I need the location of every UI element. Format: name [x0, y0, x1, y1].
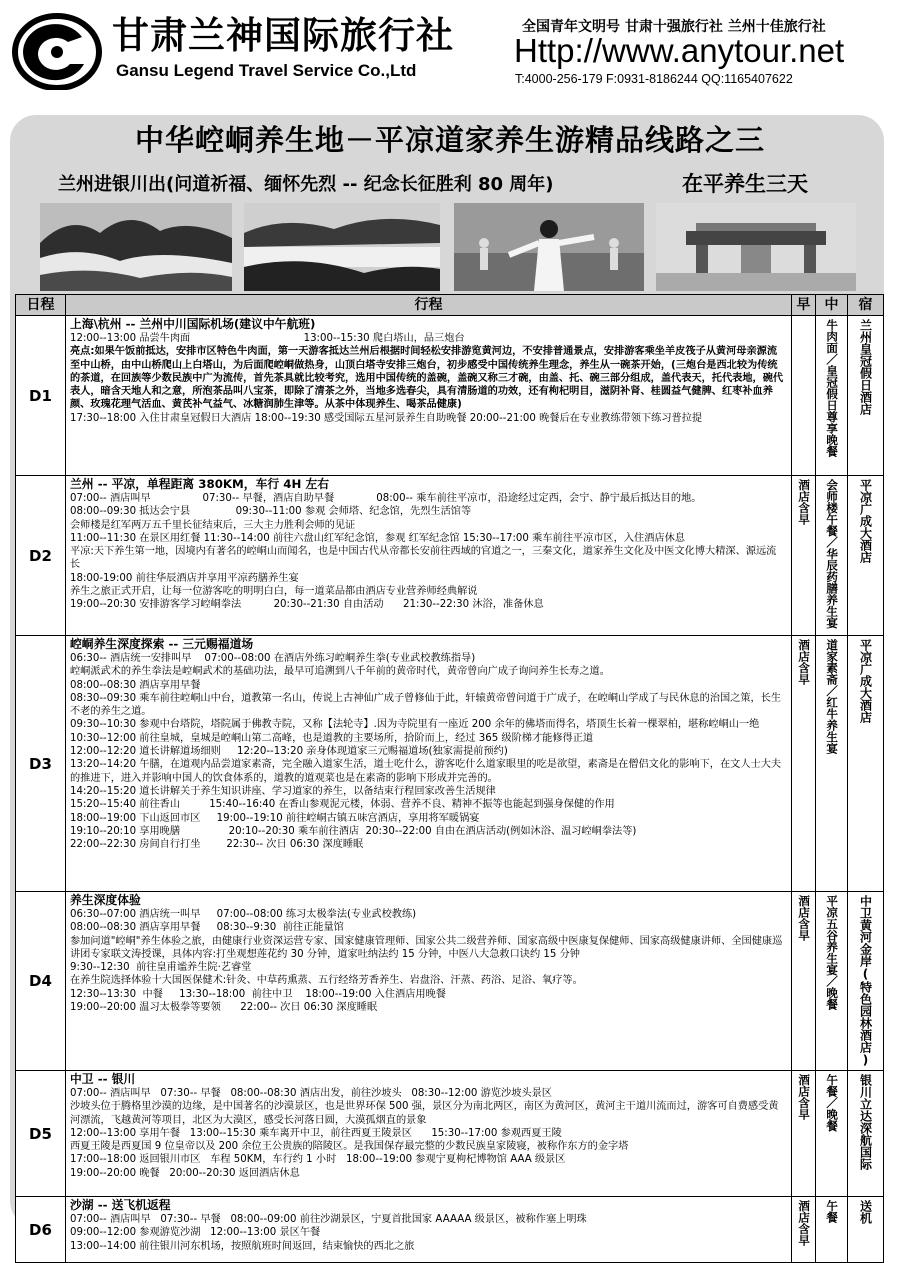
itinerary-line: 18:00--19:00 下山返回市区 19:00--19:10 前往崆峒古镇五味宫酒店，享用将军暖锅宴	[70, 812, 480, 824]
itinerary-line: 09:30--10:30 参观中台塔院，塔院属于佛教寺院，又称【法轮寺】.因为寺院里有一座近 200 余年的佛塔而得名，塔顶生长着一棵翠柏，堪称崆峒山一绝	[70, 719, 760, 731]
itinerary-line: 10:30--12:00 前往皇城，皇城是崆峒山第二高峰，也是道教的主要场所，拾阶而上，经过 365 级阶梯才能修得正道	[70, 732, 594, 744]
itinerary-line: 08:00--08:30 酒店享用早餐 08:30--9:30 前往正能量馆	[70, 922, 344, 934]
breakfast-cell	[792, 1071, 816, 1197]
photo-temple-gate	[656, 203, 856, 291]
day-route-title: 兰州 -- 平凉，单程距离 380KM，车行 4H 左右	[70, 477, 330, 491]
hotel-cell	[848, 1071, 884, 1197]
hotel-cell	[848, 476, 884, 636]
itinerary-cell	[66, 476, 792, 636]
col-header-lunch: 中	[816, 295, 848, 316]
itinerary-line: 在养生院选择体验十大国医保健术:针灸、中草药熏蒸、五行经络芳香养生、岩盘浴、汗蒸、药浴、足浴、氧疗等。	[70, 975, 583, 987]
itinerary-line: 11:00--11:30 在景区用红餐 11:30--14:00 前往六盘山红军纪念馆，参观 红军纪念馆 15:30--17:00 乘车前往平凉市区，入住酒店休息	[70, 532, 685, 544]
itinerary-line: 17:30--18:00 入住甘肃皇冠假日大酒店 18:00--19:30 感受国际五星河景养生自助晚餐 20:00--21:00 晚餐后在专业教练带领下练习普拉提	[70, 412, 703, 424]
col-header-day: 日程	[16, 295, 66, 316]
itinerary-line: 12:00--13:00 享用午餐 13:00--15:30 乘车离开中卫，前往西夏王陵景区 15:30--17:00 参观西夏王陵	[70, 1127, 562, 1139]
itinerary-line: 15:20--15:40 前往香山 15:40--16:40 在香山参观泥元楼，体弱、营养不良、精神不振等也能起到强身保健的作用	[70, 799, 615, 811]
lunch-cell	[816, 636, 848, 892]
page-title: 中华崆峒养生地－平凉道家养生游精品线路之三	[134, 123, 765, 157]
header	[0, 0, 900, 102]
lunch-value: 会师楼午餐／华辰药膳养生宴	[825, 479, 840, 629]
itinerary-line: 参加问道"崆峒"养生体验之旅，由健康行业资深运营专家、国家健康管理师、国家公共二级营养师、国家高级中医康复保健师、国家高级健康讲师、全国健康巡讲团专家联文涛授课，具体内容:打坐观想莲花约 30 分钟，道家吐纳法约 15 分钟，中医八大急救口诀约 15 分钟	[70, 935, 783, 960]
breakfast-value: 酒店含早	[797, 639, 812, 685]
breakfast-cell	[792, 316, 816, 476]
breakfast-value: 酒店含早	[797, 479, 812, 525]
itinerary-cell	[66, 316, 792, 476]
day-label: D2	[16, 476, 66, 636]
itinerary-line: 07:00-- 酒店叫早 07:30-- 早餐 08:00--09:00 前往沙湖景区，宁夏首批国家 AAAAA 级景区，被称作塞上明珠	[70, 1214, 587, 1225]
table-row	[16, 636, 884, 892]
hotel-value: 平凉广成大酒店	[858, 639, 873, 723]
itinerary-line: 崆峒派武术的养生拳法是崆峒武术的基础功法，最早可追溯到八千年前的黄帝时代，黄帝曾向广成子询问养生长寿之道。	[70, 666, 610, 678]
breakfast-value: 酒店含早	[797, 895, 812, 941]
day-route-title: 沙湖 -- 送飞机返程	[70, 1198, 171, 1212]
lunch-cell	[816, 316, 848, 476]
table-row	[16, 892, 884, 1071]
itinerary-line: 会师楼是红军两万五千里长征结束后，三大主力胜利会师的见证	[70, 519, 356, 531]
company-name-cn: 甘肃兰神国际旅行社	[112, 14, 454, 57]
breakfast-cell	[792, 892, 816, 1071]
itinerary-line: 12:00--13:00 品尝牛肉面 13:00--15:30 爬白塔山，品三炮台	[70, 333, 465, 344]
table-row	[16, 1071, 884, 1197]
itinerary-cell	[66, 1071, 792, 1197]
itinerary-line: 西夏王陵是西夏国 9 位皇帝以及 200 余位王公贵族的陪陵区。是我国保存最完整的少数民族皇家陵寝，被称作东方的金字塔	[70, 1141, 629, 1153]
day-label: D6	[16, 1197, 66, 1263]
hotel-value: 银川立达深航国际	[858, 1074, 873, 1170]
hotel-value: 兰州皇冠假日酒店	[858, 319, 873, 415]
lunch-value: 午餐	[825, 1200, 840, 1223]
day-route-title: 崆峒养生深度探索 -- 三元赐福道场	[70, 637, 254, 651]
company-name-en: Gansu Legend Travel Service Co.,Ltd	[116, 61, 417, 80]
itinerary-line: 12:00--12:20 道长讲解道场细则 12:20--13:20 亲身体现道家三元赐福道场(独家需提前预约)	[70, 746, 508, 758]
website-link[interactable]: Http://www.anytour.net	[514, 32, 845, 69]
itinerary-line: 06:30-- 酒店统一安排叫早 07:00--08:00 在酒店外练习崆峒养生拳(专业武校教练指导)	[70, 653, 476, 664]
breakfast-cell	[792, 636, 816, 892]
itinerary-line: 17:00--18:00 返回银川市区 车程 50KM，车行约 1 小时 18:00--19:00 参观宁夏枸杞博物馆 AAA 级景区	[70, 1154, 566, 1166]
route-subtitle: 兰州进银川出(问道祈福、缅怀先烈 -- 纪念长征胜利 80 周年)	[58, 174, 554, 195]
company-logo-icon	[12, 12, 102, 90]
itinerary-line: 08:00--09:30 抵达会宁县 09:30--11:00 参观 会师塔、纪念馆，先烈生活馆等	[70, 506, 472, 518]
hotel-value: 中卫黄河金岸(特色园林酒店)	[858, 895, 873, 1067]
itinerary-line: 12:30--13:30 中餐 13:30--18:00 前往中卫 18:00--19:00 入住酒店用晚餐	[70, 988, 446, 1000]
itinerary-line: 19:00--20:00 晚餐 20:00--20:30 返回酒店休息	[70, 1167, 300, 1179]
lunch-value: 道家素斋／红牛养生宴	[825, 639, 840, 754]
itinerary-table	[15, 294, 884, 1263]
photo-mountain-clouds	[40, 203, 232, 291]
itinerary-line: 07:00-- 酒店叫早 07:30-- 早餐 08:00--08:30 酒店出发，前往沙坡头 08:30--12:00 游览沙坡头景区	[70, 1088, 552, 1099]
breakfast-value: 酒店含早	[797, 1074, 812, 1120]
hotel-cell	[848, 636, 884, 892]
breakfast-cell	[792, 476, 816, 636]
itinerary-cell	[66, 636, 792, 892]
col-header-hotel: 宿	[848, 295, 884, 316]
lunch-cell	[816, 476, 848, 636]
itinerary-line: 沙坡头位于腾格里沙漠的边缘，是中国著名的沙漠景区，也是世界环保 500 强，景区分为南北两区，南区为黄河区，黄河主干道川流而过，游客可自费感受黄河漂流，飞越黄河等项目，北区为大漠区，感受长河落日圆，大漠孤烟直的景象	[70, 1101, 779, 1126]
itinerary-cell	[66, 892, 792, 1071]
itinerary-line: 13:20--14:20 午膳，在道观内品尝道家素斋，完全融入道家生活，道士吃什么，游客吃什么道家眼里的吃是欲望，素斋是在僧侣文化的影响下，在文人士大夫的推进下，进入并影响中国人的饮食体系的，道教的道观菜也是在素斋的影响下形成并完善的。	[70, 759, 782, 784]
hotel-cell	[848, 316, 884, 476]
day-label: D1	[16, 316, 66, 476]
itinerary-line: 19:00--20:00 温习太极拳等要领 22:00-- 次日 06:30 深度睡眠	[70, 1002, 378, 1014]
itinerary-line: 18:00-19:00 前往华辰酒店并享用平凉药膳养生宴	[70, 572, 299, 584]
lunch-cell	[816, 892, 848, 1071]
lunch-value: 平凉五谷养生宴／晚餐	[825, 895, 840, 1010]
itinerary-line: 08:30--09:30 乘车前往崆峒山中台，道教第一名山，传说上古神仙广成子曾修仙于此，轩辕黄帝曾问道于广成子，在崆峒山学成了与民休息的治国之策，长生不老的养生之道。	[70, 692, 782, 718]
itinerary-line: 平凉:天下养生第一地，因境内有著名的崆峒山而闻名，也是中国古代从帝都长安前往西域的官道之一，三秦文化，道家养生文化及中医文化博大精深、源远流长	[70, 546, 777, 571]
col-header-breakfast: 早	[792, 295, 816, 316]
table-row	[16, 316, 884, 476]
day-label: D3	[16, 636, 66, 892]
hotel-value: 平凉广成大酒店	[858, 479, 873, 563]
day-label: D4	[16, 892, 66, 1071]
contact-info: T:4000-256-179 F:0931-8186244 QQ:1165407622	[515, 72, 793, 86]
itinerary-line: 22:00--22:30 房间自行打坐 22:30-- 次日 06:30 深度睡眠	[70, 839, 364, 851]
day-route-title: 养生深度体验	[70, 893, 141, 907]
photo-tai-chi	[454, 203, 644, 291]
hotel-value: 送机	[858, 1200, 873, 1224]
lunch-cell	[816, 1071, 848, 1197]
itinerary-line: 07:00-- 酒店叫早 07:30-- 早餐，酒店自助早餐 08:00-- 乘车前往平凉市，沿途经过定西，会宁、静宁最后抵达目的地。	[70, 493, 702, 504]
day-route-title: 上海\杭州 -- 兰州中川国际机场(建议中午航班)	[70, 317, 316, 331]
itinerary-line: 13:00--14:00 前往银川河东机场，按照航班时间返回，结束愉快的西北之旅	[70, 1240, 415, 1252]
itinerary-line: 08:00--08:30 酒店享用早餐	[70, 679, 201, 691]
stay-note: 在平养生三天	[682, 172, 808, 196]
lunch-value: 牛肉面／皇冠假日尊享晚餐	[825, 319, 840, 457]
itinerary-line: 09:00--12:00 参观游览沙湖 12:00--13:00 景区午餐	[70, 1227, 321, 1239]
breakfast-value: 酒店含早	[797, 1200, 812, 1246]
photo-sea-of-clouds	[244, 203, 440, 291]
itinerary-line: 养生之旅正式开启，让每一位游客吃的明明白白，每一道菜品都由酒店专业营养师经典解说	[70, 586, 478, 598]
col-header-itinerary: 行程	[66, 295, 792, 316]
itinerary-line: 9:30--12:30 前往皇甫谧养生院·艺睿堂	[70, 962, 252, 974]
table-row	[16, 476, 884, 636]
itinerary-line: 亮点:如果午饭前抵达，安排市区特色牛肉面，第一天游客抵达兰州后根据时间轻松安排游览黄河边，不安排普通景点，安排游客乘坐羊皮筏子从黄河母亲源流至中山桥，由中山桥爬山上白塔山，为后面爬崆峒做热身，山顶白塔寺安排三炮台，初步感受中国传统养生理念，养生从一碗茶开始，(三炮台是西北较为传统的茶道，在回族等少数民族中广为流传，首先茶具就比较考究，选用中国传统的盖碗，盖碗又称三才碗，由盖、托、碗三部分组成，盖代表天，托代表地，碗代表人，暗含天地人和之意，所泡茶品叫八宝茶，即除了清茶之外，当地多选春尖，具有清肠道的功效，还有枸杞明目，滋阴补肾、桂圆益气健脾、红枣补血养颜、玫瑰花理气活血、黄芪补气益气、冰糖润肺生津等。从茶中体现养生、喝茶品健康)	[70, 346, 784, 411]
itinerary-line: 19:00--20:30 安排游客学习崆峒拳法 20:30--21:30 自由活动 21:30--22:30 沐浴，准备休息	[70, 599, 544, 611]
hotel-cell	[848, 892, 884, 1071]
day-route-title: 中卫 -- 银川	[70, 1072, 136, 1086]
company-honors: 全国青年文明号 甘肃十强旅行社 兰州十佳旅行社	[522, 19, 826, 35]
lunch-value: 午餐／晚餐	[825, 1074, 840, 1132]
day-label: D5	[16, 1071, 66, 1197]
table-header-row	[16, 295, 884, 316]
itinerary-line: 19:10--20:10 享用晚膳 20:10--20:30 乘车前往酒店 20:30--22:00 自由在酒店活动(例如沐浴、温习崆峒拳法等)	[70, 825, 637, 837]
itinerary-line: 06:30--07:00 酒店统一叫早 07:00--08:00 练习太极拳法(专业武校教练)	[70, 909, 417, 920]
itinerary-line: 14:20--15:20 道长讲解关于养生知识讲座、学习道家的养生，以备结束行程回家改善生活规律	[70, 785, 496, 797]
